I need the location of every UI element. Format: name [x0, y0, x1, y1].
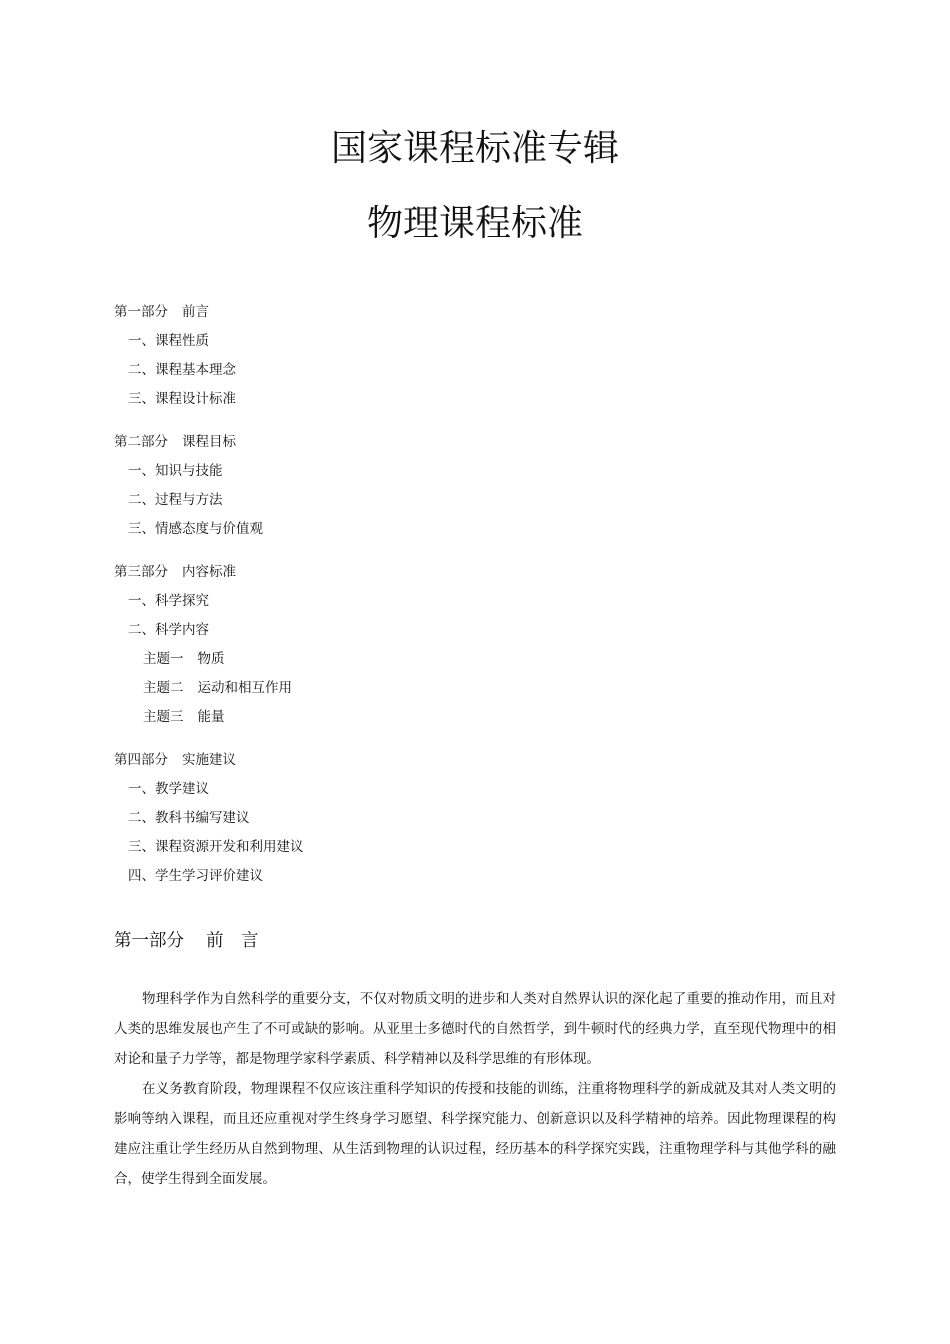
toc-part-number: 第三部分 [114, 564, 168, 580]
toc-part-number: 第二部分 [114, 434, 168, 450]
toc-part-number: 第一部分 [114, 304, 168, 320]
toc-subitem[interactable] [114, 674, 834, 703]
toc-item[interactable]: 一、教学建议 [128, 781, 209, 797]
toc-item[interactable]: 三、课程设计标准 [128, 391, 236, 407]
toc-item[interactable]: 四、学生学习评价建议 [128, 868, 263, 884]
toc-item[interactable]: 一、知识与技能 [128, 463, 223, 479]
toc-item[interactable]: 三、课程资源开发和利用建议 [128, 839, 304, 855]
toc-part-heading[interactable] [114, 558, 834, 587]
body-paragraph: 物理科学作为自然科学的重要分支，不仅对物质文明的进步和人类对自然界认识的深化起了重要的推动作用，而且对人类的思维发展也产生了不可或缺的影响。从亚里士多德时代的自然哲学，到牛顿时代的经典力学，直至现代物理中的相对论和量子力学等，都是物理学家科学素质、科学精神以及科学思维的有形体现。 [114, 991, 836, 1067]
toc-item[interactable]: 三、情感态度与价值观 [128, 521, 263, 537]
toc-part-name: 前言 [182, 304, 209, 320]
toc-part-3 [114, 558, 834, 732]
toc-part-heading[interactable] [114, 298, 834, 327]
toc-subitem-label: 主题一 [143, 651, 184, 667]
body-paragraph: 在义务教育阶段，物理课程不仅应该注重科学知识的传授和技能的训练，注重将物理科学的新成就及其对人类文明的影响等纳入课程，而且还应重视对学生终身学习愿望、科学探究能力、创新意识以及科学精神的培养。因此物理课程的构建应注重让学生经历从自然到物理、从生活到物理的认识过程，经历基本的科学探究实践，注重物理学科与其他学科的融合，使学生得到全面发展。 [114, 1081, 836, 1187]
toc-subitem-name: 物质 [197, 651, 225, 667]
toc-part-heading[interactable] [114, 428, 834, 457]
toc-part-1 [114, 298, 834, 414]
toc-item[interactable]: 二、科学内容 [128, 622, 209, 638]
section-heading [114, 926, 259, 956]
document-title: 国家课程标准专辑 [330, 128, 619, 169]
toc-part-4 [114, 746, 834, 891]
toc-part-name: 实施建议 [182, 752, 236, 768]
toc-subitem[interactable] [114, 703, 834, 732]
toc-part-number: 第四部分 [114, 752, 168, 768]
section-body [114, 984, 836, 1194]
toc-subitem-name: 运动和相互作用 [197, 680, 292, 696]
toc-part-name: 内容标准 [182, 564, 236, 580]
toc-subitem[interactable] [114, 645, 834, 674]
toc-item[interactable]: 二、课程基本理念 [128, 362, 236, 378]
table-of-contents [114, 298, 834, 905]
section-part-name: 前 言 [206, 931, 259, 951]
document-subtitle: 物理课程标准 [366, 203, 583, 244]
toc-item[interactable]: 一、课程性质 [128, 333, 209, 349]
toc-item[interactable]: 一、科学探究 [128, 593, 209, 609]
toc-part-2 [114, 428, 834, 544]
toc-subitem-label: 主题三 [143, 709, 184, 725]
toc-part-heading[interactable] [114, 746, 834, 775]
toc-subitem-label: 主题二 [143, 680, 184, 696]
toc-part-name: 课程目标 [182, 434, 236, 450]
toc-subitem-name: 能量 [197, 709, 225, 725]
section-part-number: 第一部分 [114, 931, 184, 951]
toc-item[interactable]: 二、教科书编写建议 [128, 810, 250, 826]
toc-item[interactable]: 二、过程与方法 [128, 492, 223, 508]
